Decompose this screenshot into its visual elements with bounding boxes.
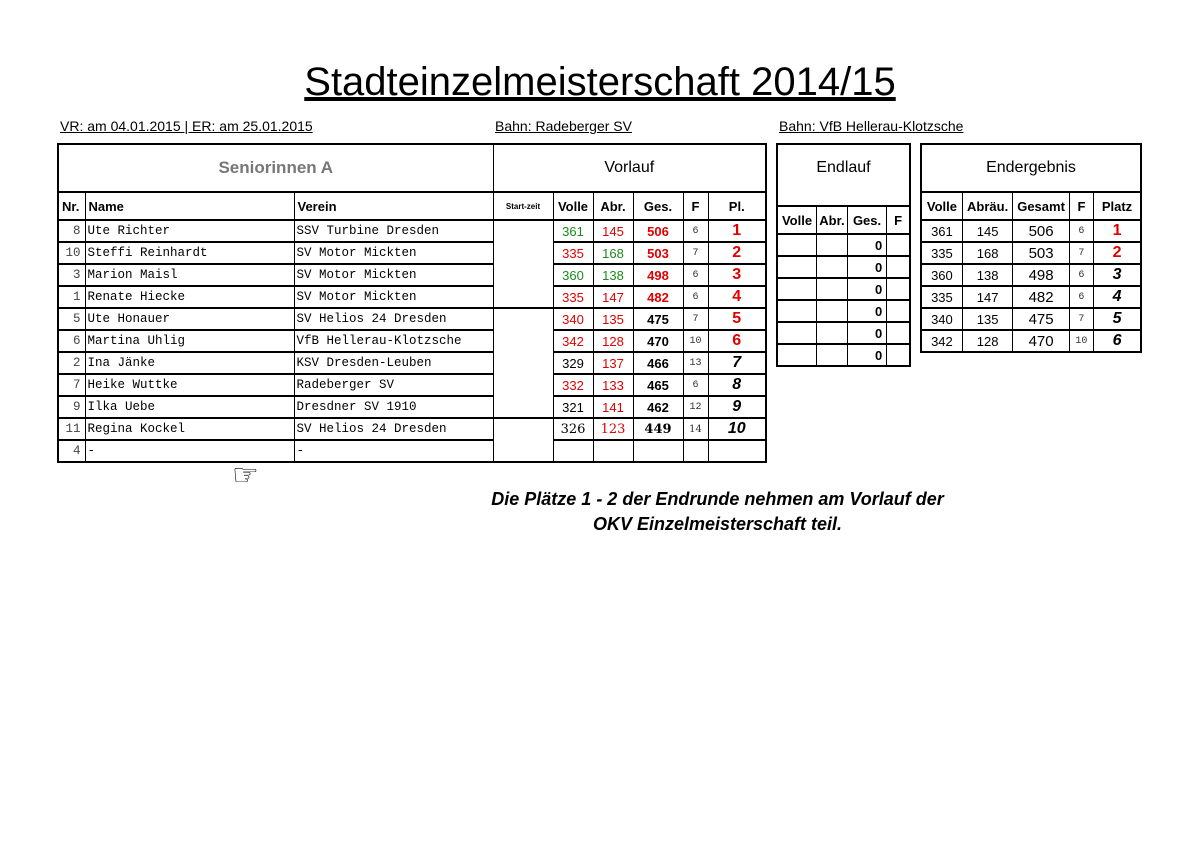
cell-platz: 1 [1094, 220, 1141, 242]
cell-verein: KSV Dresden-Leuben [294, 352, 493, 374]
vorlauf-label: Vorlauf [493, 144, 766, 192]
cell-abr: 168 [962, 242, 1012, 264]
table-row [777, 300, 910, 322]
endergebnis-header-platz: Platz [1094, 192, 1141, 220]
endergebnis-header-gesamt: Gesamt [1013, 192, 1070, 220]
cell-nr: 5 [58, 308, 85, 330]
table-row [58, 418, 766, 440]
cell-ges: 0 [847, 344, 886, 366]
cell-abr: 138 [593, 264, 633, 286]
cell-nr: 4 [58, 440, 85, 462]
cell-platz: 3 [1094, 264, 1141, 286]
cell-platz: 3 [708, 264, 766, 286]
col-header-nr: Nr. [58, 192, 85, 220]
cell-abr [817, 256, 848, 278]
table-row [777, 234, 910, 256]
col-header-abr: Abr. [593, 192, 633, 220]
note-line-2: OKV Einzelmeisterschaft teil. [592, 514, 843, 534]
cell-f: 7 [683, 308, 708, 330]
cell-volle: 361 [921, 220, 962, 242]
table-row [58, 308, 766, 330]
col-header-ges: Ges. [633, 192, 683, 220]
cell-verein: - [294, 440, 493, 462]
cell-volle: 361 [553, 220, 593, 242]
endlauf-label: Endlauf [777, 144, 910, 206]
cell-platz: 1 [708, 220, 766, 242]
pointing-hand-icon: ☞ [232, 459, 259, 492]
cell-f [887, 278, 910, 300]
dates-line: VR: am 04.01.2015 | ER: am 25.01.2015 [60, 118, 313, 134]
table-row [58, 440, 766, 462]
cell-f [887, 234, 910, 256]
category-label: Seniorinnen A [58, 144, 493, 192]
table-row [921, 308, 1141, 330]
col-header-startzeit: Start-zeit [493, 192, 553, 220]
cell-abr: 137 [593, 352, 633, 374]
cell-platz: 2 [1094, 242, 1141, 264]
cell-ges: 503 [633, 242, 683, 264]
cell-abr [817, 344, 848, 366]
table-row [777, 256, 910, 278]
cell-volle: 342 [921, 330, 962, 352]
cell-volle [777, 322, 817, 344]
cell-verein: SV Motor Mickten [294, 242, 493, 264]
endergebnis-header-f: F [1069, 192, 1093, 220]
cell-nr: 8 [58, 220, 85, 242]
table-row [921, 264, 1141, 286]
cell-name: Heike Wuttke [85, 374, 294, 396]
table-row [58, 352, 766, 374]
cell-platz: 7 [708, 352, 766, 374]
cell-f: 7 [1069, 242, 1093, 264]
bahn-endlauf: Bahn: VfB Hellerau-Klotzsche [779, 118, 964, 134]
bahn-vorlauf: Bahn: Radeberger SV [495, 118, 632, 134]
cell-f: 6 [683, 264, 708, 286]
cell-ges [633, 440, 683, 462]
cell-name: Marion Maisl [85, 264, 294, 286]
cell-f: 13 [683, 352, 708, 374]
cell-ges: 506 [633, 220, 683, 242]
cell-name: - [85, 440, 294, 462]
cell-f: 6 [1069, 220, 1093, 242]
cell-volle: 326 [553, 418, 593, 440]
table-row [921, 330, 1141, 352]
cell-nr: 2 [58, 352, 85, 374]
endergebnis-header-abr: Abräu. [962, 192, 1012, 220]
cell-abr: 128 [962, 330, 1012, 352]
cell-verein: SV Motor Mickten [294, 264, 493, 286]
table-row [58, 396, 766, 418]
cell-startzeit [493, 418, 553, 462]
cell-volle [777, 256, 817, 278]
cell-volle: 335 [921, 242, 962, 264]
cell-startzeit [493, 308, 553, 418]
endergebnis-header-volle: Volle [921, 192, 962, 220]
table-row [921, 286, 1141, 308]
cell-volle [777, 278, 817, 300]
table-row [921, 220, 1141, 242]
cell-abr: 145 [962, 220, 1012, 242]
cell-nr: 10 [58, 242, 85, 264]
cell-verein: SV Motor Mickten [294, 286, 493, 308]
cell-f: 7 [683, 242, 708, 264]
cell-ges: 462 [633, 396, 683, 418]
cell-platz: 6 [708, 330, 766, 352]
cell-f: 6 [683, 374, 708, 396]
cell-abr: 138 [962, 264, 1012, 286]
cell-name: Steffi Reinhardt [85, 242, 294, 264]
cell-f [683, 440, 708, 462]
cell-name: Martina Uhlig [85, 330, 294, 352]
cell-ges: 0 [847, 300, 886, 322]
cell-platz [708, 440, 766, 462]
table-row [58, 242, 766, 264]
cell-volle: 335 [921, 286, 962, 308]
cell-abr: 128 [593, 330, 633, 352]
cell-f: 12 [683, 396, 708, 418]
cell-abr: 145 [593, 220, 633, 242]
cell-ges: 470 [633, 330, 683, 352]
cell-abr: 147 [962, 286, 1012, 308]
note-line-1: Die Plätze 1 - 2 der Endrunde nehmen am Vorlauf der [491, 489, 944, 509]
cell-f: 10 [1069, 330, 1093, 352]
cell-ges: 482 [633, 286, 683, 308]
cell-platz: 2 [708, 242, 766, 264]
table-row [921, 242, 1141, 264]
cell-abr [817, 234, 848, 256]
cell-volle: 329 [553, 352, 593, 374]
cell-ges: 0 [847, 278, 886, 300]
cell-platz: 6 [1094, 330, 1141, 352]
table-row [58, 374, 766, 396]
page-title: Stadteinzelmeisterschaft 2014/15 [304, 60, 896, 104]
cell-name: Ute Richter [85, 220, 294, 242]
cell-abr: 133 [593, 374, 633, 396]
cell-f: 10 [683, 330, 708, 352]
cell-platz: 10 [708, 418, 766, 440]
cell-abr: 123 [593, 418, 633, 440]
cell-ges: 475 [633, 308, 683, 330]
cell-abr [817, 322, 848, 344]
table-row [58, 220, 766, 242]
cell-f: 6 [683, 286, 708, 308]
cell-ges: 0 [847, 234, 886, 256]
cell-abr: 135 [593, 308, 633, 330]
cell-volle: 360 [553, 264, 593, 286]
cell-nr: 9 [58, 396, 85, 418]
table-row [58, 286, 766, 308]
cell-name: Renate Hiecke [85, 286, 294, 308]
cell-volle: 335 [553, 242, 593, 264]
cell-platz: 8 [708, 374, 766, 396]
table-row [777, 278, 910, 300]
cell-name: Ilka Uebe [85, 396, 294, 418]
cell-f [887, 300, 910, 322]
cell-f [887, 344, 910, 366]
cell-f: 7 [1069, 308, 1093, 330]
cell-platz: 5 [708, 308, 766, 330]
endlauf-header-f: F [887, 206, 910, 234]
cell-nr: 3 [58, 264, 85, 286]
cell-abr: 147 [593, 286, 633, 308]
cell-volle [777, 234, 817, 256]
cell-verein: SV Helios 24 Dresden [294, 308, 493, 330]
cell-volle: 340 [921, 308, 962, 330]
cell-ges: 498 [633, 264, 683, 286]
cell-startzeit [493, 220, 553, 308]
cell-platz: 9 [708, 396, 766, 418]
col-header-volle: Volle [553, 192, 593, 220]
cell-name: Regina Kockel [85, 418, 294, 440]
cell-volle [777, 344, 817, 366]
qualification-note [440, 487, 995, 537]
endlauf-table [776, 143, 911, 367]
cell-name: Ute Honauer [85, 308, 294, 330]
endlauf-header-abr: Abr. [817, 206, 848, 234]
cell-abr: 168 [593, 242, 633, 264]
cell-gesamt: 470 [1013, 330, 1070, 352]
table-row [58, 264, 766, 286]
cell-ges: 465 [633, 374, 683, 396]
cell-volle: 335 [553, 286, 593, 308]
cell-ges: 466 [633, 352, 683, 374]
cell-ges: 0 [847, 322, 886, 344]
cell-f: 6 [1069, 286, 1093, 308]
table-row [58, 330, 766, 352]
cell-nr: 11 [58, 418, 85, 440]
cell-volle: 342 [553, 330, 593, 352]
col-header-verein: Verein [294, 192, 493, 220]
cell-volle: 360 [921, 264, 962, 286]
cell-ges: 0 [847, 256, 886, 278]
col-header-f: F [683, 192, 708, 220]
cell-platz: 4 [1094, 286, 1141, 308]
cell-f [887, 322, 910, 344]
endergebnis-table [920, 143, 1142, 353]
vorlauf-table [57, 143, 767, 463]
cell-volle [553, 440, 593, 462]
cell-volle [777, 300, 817, 322]
cell-name: Ina Jänke [85, 352, 294, 374]
cell-volle: 321 [553, 396, 593, 418]
cell-f: 6 [1069, 264, 1093, 286]
col-header-pl: Pl. [708, 192, 766, 220]
table-row [777, 344, 910, 366]
cell-abr [817, 278, 848, 300]
cell-verein: VfB Hellerau-Klotzsche [294, 330, 493, 352]
cell-gesamt: 503 [1013, 242, 1070, 264]
endergebnis-label: Endergebnis [921, 144, 1141, 192]
cell-gesamt: 482 [1013, 286, 1070, 308]
cell-verein: Dresdner SV 1910 [294, 396, 493, 418]
cell-gesamt: 498 [1013, 264, 1070, 286]
table-row [777, 322, 910, 344]
cell-gesamt: 506 [1013, 220, 1070, 242]
cell-volle: 340 [553, 308, 593, 330]
cell-volle: 332 [553, 374, 593, 396]
cell-gesamt: 475 [1013, 308, 1070, 330]
cell-verein: SV Helios 24 Dresden [294, 418, 493, 440]
cell-f: 14 [683, 418, 708, 440]
cell-abr [817, 300, 848, 322]
cell-abr [593, 440, 633, 462]
cell-abr: 135 [962, 308, 1012, 330]
cell-f: 6 [683, 220, 708, 242]
cell-abr: 141 [593, 396, 633, 418]
cell-nr: 1 [58, 286, 85, 308]
col-header-name: Name [85, 192, 294, 220]
cell-ges: 449 [633, 418, 683, 440]
endlauf-header-volle: Volle [777, 206, 817, 234]
cell-nr: 6 [58, 330, 85, 352]
cell-verein: Radeberger SV [294, 374, 493, 396]
cell-platz: 5 [1094, 308, 1141, 330]
cell-verein: SSV Turbine Dresden [294, 220, 493, 242]
cell-nr: 7 [58, 374, 85, 396]
cell-f [887, 256, 910, 278]
cell-platz: 4 [708, 286, 766, 308]
endlauf-header-ges: Ges. [847, 206, 886, 234]
